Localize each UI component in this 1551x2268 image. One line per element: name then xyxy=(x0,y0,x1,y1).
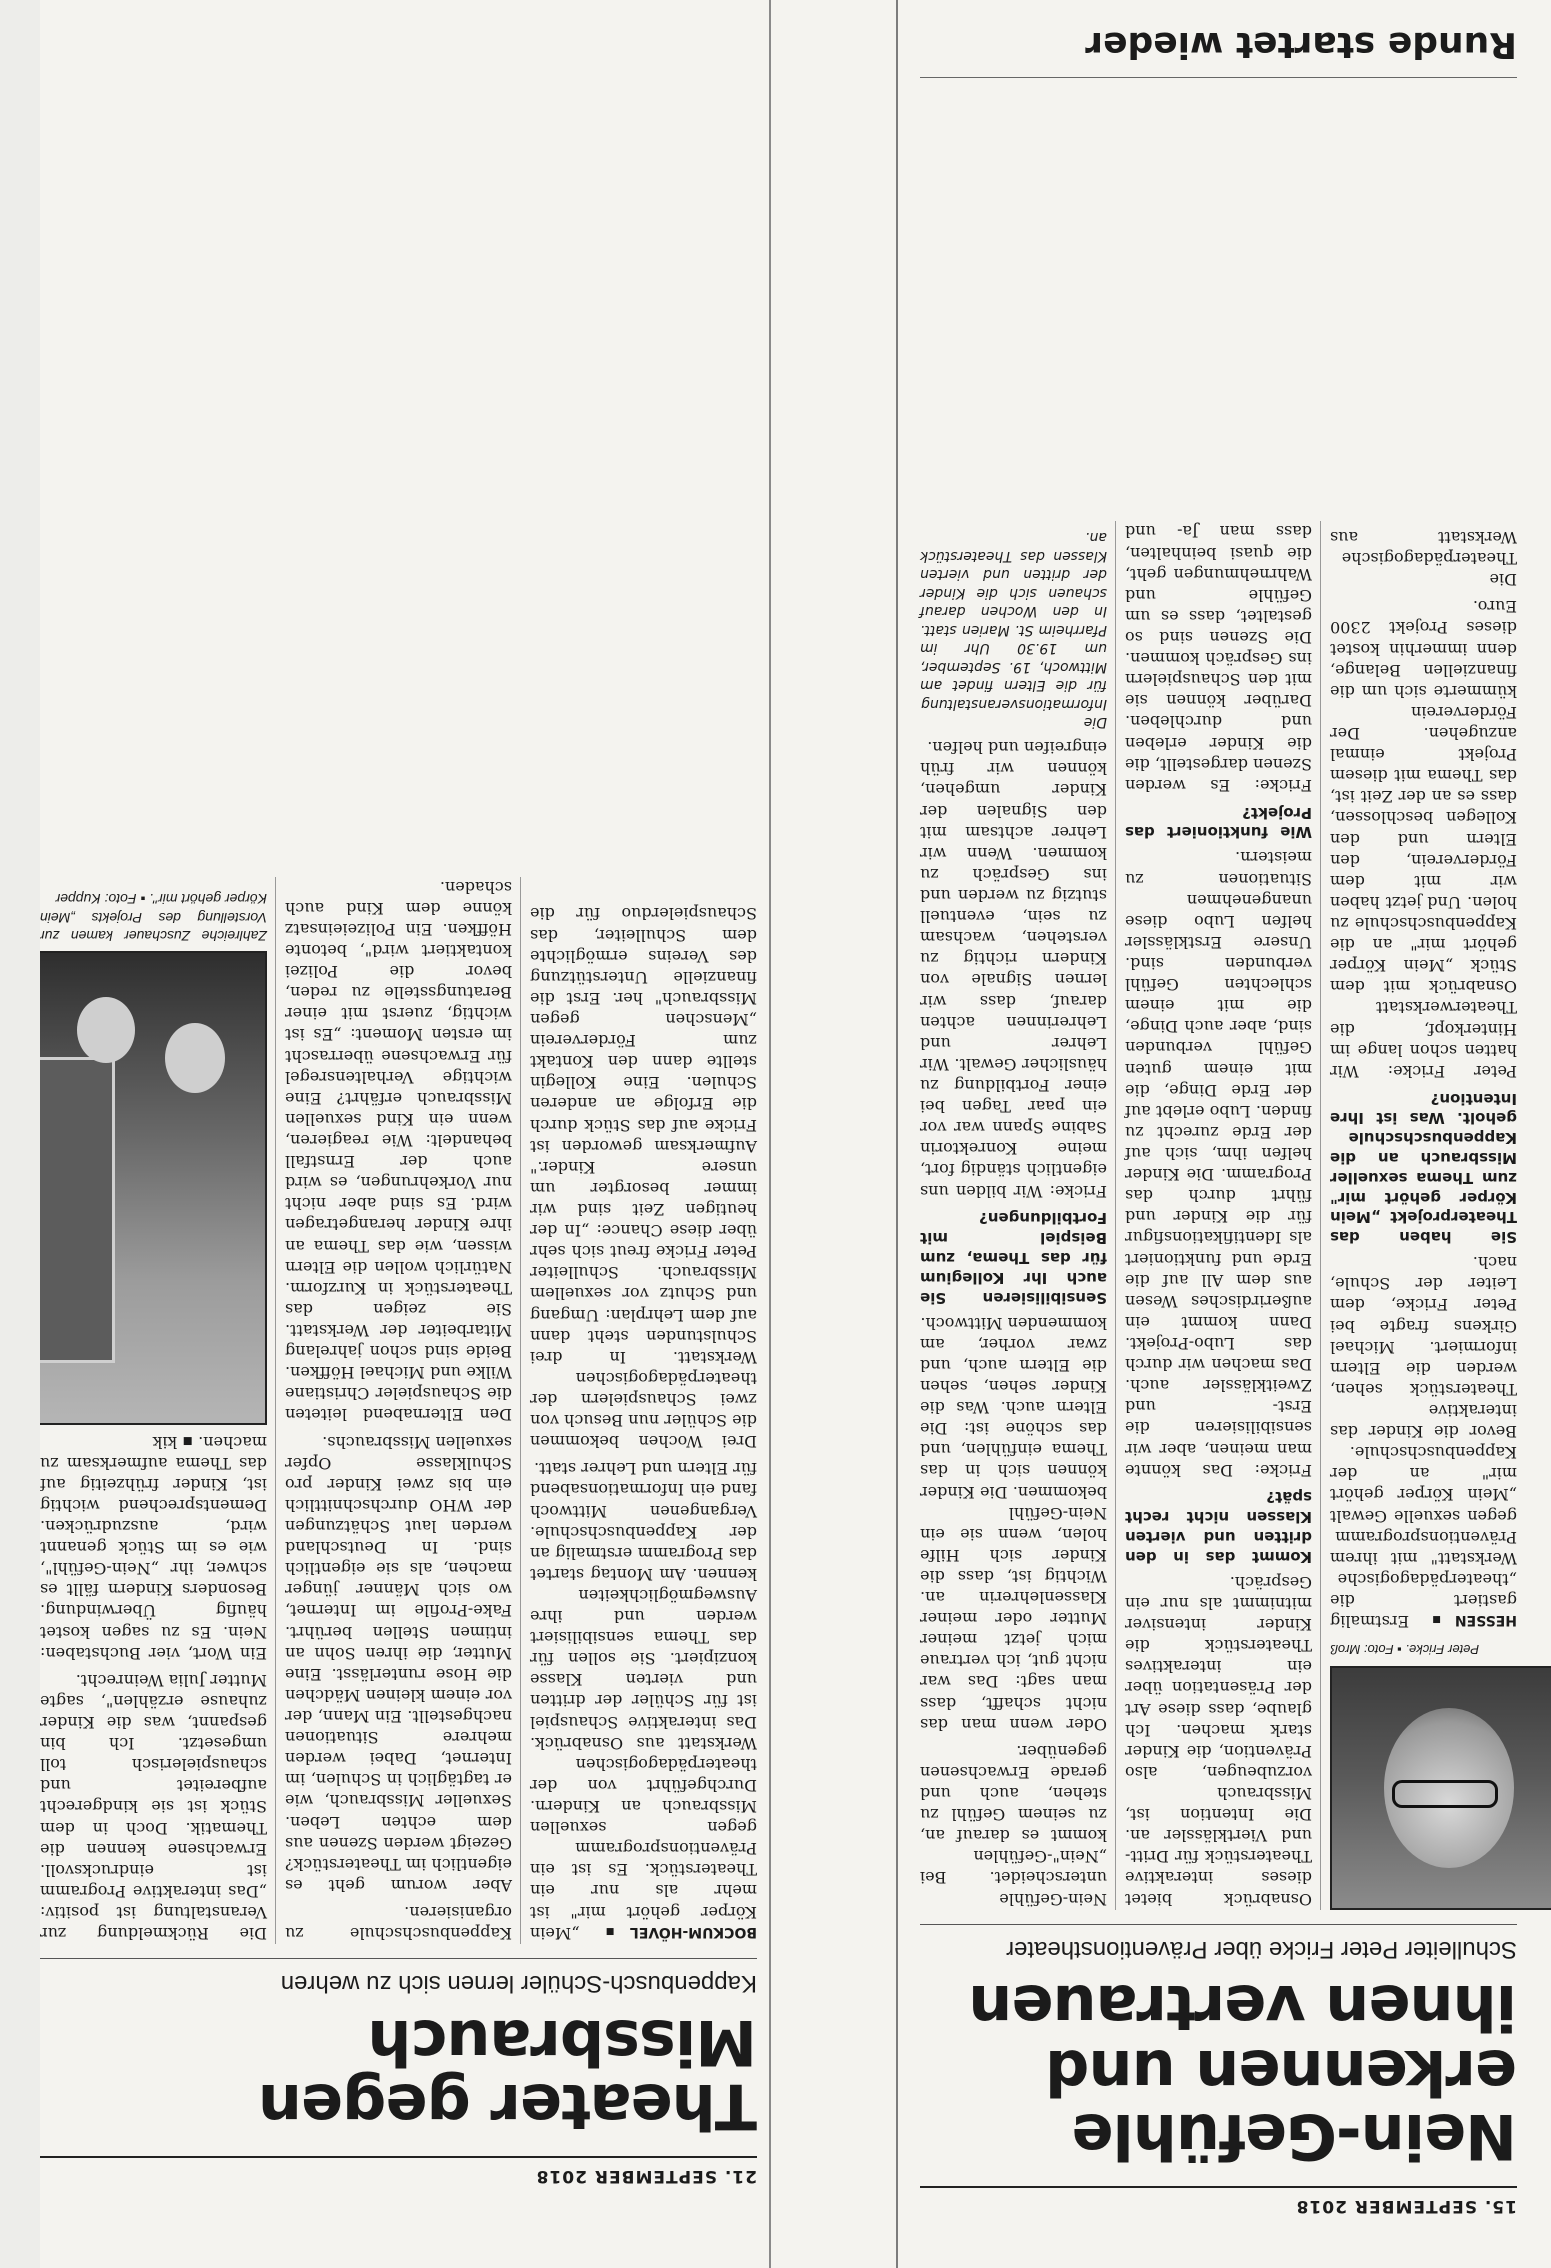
audience-head xyxy=(165,1023,225,1093)
photo-caption: Zahlreiche Zuschauer kamen zur Vorstellung des Projekts „Mein Körper gehört mir". ▪ Foto: Kupper xyxy=(40,891,267,945)
adjacent-page-edge xyxy=(0,0,40,2268)
paragraph-5: Die Rückmeldung zur Veranstaltung ist positiv: „Das interaktive Programm ist eindrucksvoll. Erwachsene kennen die Thematik. Doch in dem Stück ist sie kindgerecht aufbereitet und schauspielerisch toll umgesetzt. Ich bin gespannt, was die Kinder zuhause erzählen", sagte Mutter Julia Weinrecht. xyxy=(40,1670,267,1944)
paragraph-3: Aber worum geht es eigentlich im Theaterstück? Gezeigt werden Szenen aus dem echten Leben. Sexueller Missbrauch, wie er tagtäglich in Schulen, im Internet, Dabei werden mehrere Situationen nachgestellt. Ein Mann, der vor einem kleinen Mädchen die Hose runterlässt. Eine Mutter, die ihren Sohn an intimen Stellen berührt. Fake-Profile im Internet, wo sich Männer jünger machen, als sie eigentlich sind. In Deutschland werden laut Schätzungen der WHO durchschnittlich ein bis zwei Kinder pro Schulklasse Opfer sexuellen Missbrauchs. xyxy=(285,1432,512,1895)
paragraph-4: Den Elternabend leiteten die Schauspieler Christiane Wilke und Michael Höffken. Beide sind schon jahrelang Mitarbeiter der Werkstatt. Sie zeigen das Theaterstück in Kurzform. Natürlich wollen die Eltern wissen, wie das Thema an ihre Kinder herangetragen wird. Es sind aber nicht nur Vorkehrungen, es wird auch der Ernstfall behandelt: Wie reagieren, wenn ein Kind sexuellen Missbrauch erfährt? Eine wichtige Verhaltensregel für Erwachsene überrascht im ersten Moment: „Es ist wichtig, zuerst mit einer Beratungsstelle zu reden, bevor die Polizei kontaktiert wird", betonte Höffken. Ein Polizeieinsatz könne dem Kind auch schaden. xyxy=(285,877,512,1425)
next-article-headline: Runde startet wieder xyxy=(920,24,1517,78)
dateline: HESSEN ▪ xyxy=(1423,1612,1517,1629)
answer-1: Peter Fricke: Wir hatten schon lange im Hinterkopf, die Theaterwerkstatt Osnabrück mit dem Stück „Mein Körper gehört mir" an die Kappenbuschschule zu holen. Und jetzt haben wir mit dem Förderverein, den Eltern und den Kollegen beschlossen, dass es an der Zeit ist, das Thema mit diesem Projekt einmal anzugehen. Der Förderverein kümmerte sich um die finanziellen Belange, denn immerhin kostet dieses Projekt 2300 Euro. xyxy=(1330,597,1517,1081)
paragraph-2: Drei Wochen bekommen die Schüler nun Besuch von zwei Schauspielern der theaterpädagogischen Werkstatt. In drei Schulstunden steht dann auf dem Lehrplan: Umgang und Schutz vor sexuellem Missbrauch. Schulleiter Peter Fricke freut sich sehr über diese Chance: „In der heutigen Zeit sind wir immer besorgter um unsere Kinder." Aufmerksam geworden ist Fricke auf das Stück durch die Erfolge an anderen Schulen. Eine Kollegin stellte dann den Kontakt zum Förderverein „Menschen gegen Missbrauch" her. Erst die finanzielle Unterstützung des Vereins ermöglichte dem Schulleiter, das Schauspielerduo für die Kappenbuschschule zu organisieren. xyxy=(285,904,757,1944)
stage-shape xyxy=(36,1057,115,1363)
question-1: Sie haben das Theaterprojekt „Mein Körper gehört mir" zum Thema sexueller Missbrauch an die Kappenbuschschule geholt. Was ist Ihre Intention? xyxy=(1330,1089,1517,1247)
question-2: Kommt das in den dritten und vierten Klassen nicht recht spät? xyxy=(1125,1488,1312,1566)
page-date: 15. SEPTEMBER 2018 xyxy=(920,2186,1517,2216)
info-box: Die Informationsveranstaltung für die Eltern findet am Mittwoch, 19. September, um 19.30 Uhr im Pfarrheim St. Marien statt. In den Wochen darauf schauen sich die Kinder der dritten und vierten Klassen das Theaterstück an. xyxy=(920,529,1107,731)
answer-2: Fricke: Das könnte man meinen, aber wir sensibilisieren die Erst- und Zweitklässler auch. Das machen wir durch das Lubo-Projekt. Dann kommt ein außerirdisches Wesen aus dem All auf die Erde und funktioniert als Identifikationsfigur für die Kinder und führt durch das Programm. Die Kinder helfen ihm, sich auf der Erde zurecht zu finden. Lubo erlebt auf der Erde Dinge, die mit einem guten Gefühl verbunden sind, aber auch Dinge, die mit einem schlechten Gefühl verbunden sind. Unsere Erstklässler helfen Lubo diese unangenehmen Situationen zu meistern. xyxy=(1125,848,1312,1480)
question-4: Sensibilisieren Sie auch Ihr Kollegium für das Thema, zum Beispiel mit Fortbildungen? xyxy=(920,1209,1107,1307)
paragraph-6: Ein Wort, vier Buchstaben: Nein. Es zu sagen kostet häufig Überwindung. Besonders Kindern fällt es schwer, ihr „Nein-Gefühl", wie es im Stück genannt wird, auszudrücken. Dementsprechend wichtig ist, Kinder frühzeitig auf das Thema aufmerksam zu machen. ▪ kik xyxy=(40,1432,267,1663)
article-subheadline: Schulleiter Peter Fricke über Präventionstheater xyxy=(920,1924,1517,1963)
paragraph-1: „Mein Körper gehört mir" ist mehr als nur ein Theaterstück. Es ist ein Präventionsprogramm gegen sexuellen Missbrauch an Kindern. Durchgeführt von der theaterpädagogischen Werkstatt aus Osnabrück. Das interaktive Schauspiel ist für Schüler der dritten und vierten Klasse konzipiert. Sie sollen für das Thema sensibilisiert werden und ihre Auswegmöglichkeiten kennen. Am Montag startet das Programm erstmalig an der Kappenbuschschule. Vergangenen Mittwoch fand ein Informationsabend für Eltern und Lehrer statt. xyxy=(530,1459,757,1944)
audience-head xyxy=(77,997,135,1063)
right-newspaper-page xyxy=(0,0,771,2268)
article-subheadline: Kappenbusch-Schüler lernen sich zu wehren xyxy=(40,1958,757,1997)
photo-caption: Peter Fricke. ▪ Foto: Mroß xyxy=(1330,1641,1480,1657)
question-3: Wie funktioniert das Projekt? xyxy=(1125,803,1312,842)
audience-photo xyxy=(36,951,267,1425)
glasses-shape xyxy=(1392,1780,1498,1808)
portrait-photo xyxy=(1330,1666,1551,1910)
answer-3b: Oder wenn man das nicht schafft, dass man sagt: Das war nicht gut, ich vertraue mich jetzt meiner Mutter oder meiner Klassenlehrerin an. Wichtig ist, dass die Kinder sich Hilfe holen, wenn sie ein Nein-Gefühl bekommen. Die Kinder können sich in das Thema einfühlen, und das schöne ist: Die Eltern auch. Was die Kinder sehen, sehen die Eltern auch, und zwar vorher, am kommenden Mittwoch. xyxy=(920,1313,1107,1734)
article-headline: Theater gegen Missbrauch xyxy=(258,2005,757,2143)
page-date: 21. SEPTEMBER 2018 xyxy=(40,2156,757,2186)
article-body xyxy=(40,877,757,1944)
article-headline: Nein-Gefühle erkennen und ihnen vertrauen xyxy=(969,1971,1517,2173)
intro-text: Erstmalig gastiert die „theaterpädagogische Werkstatt" mit ihrem Präventionsprogramm gegen sexuelle Gewalt „Mein Körper gehört mir" an der Kappenbuschschule. Bevor die Kinder das interaktive Theaterstück sehen, werden die Eltern informiert. Michael Girkens fragte bei Peter Fricke, dem Leiter der Schule, nach. xyxy=(1330,1253,1517,1632)
article-body xyxy=(920,521,1517,1909)
answer-3: Fricke: Es werden Szenen dargestellt, die die Kinder erleben und durchleben. Darüber können sie mit den Schauspielern ins Gespräch kommen. Die Szenen sind so gestaltet, dass es um Gefühle und Wahrnehmungen geht, die quasi beinhalten, dass man Ja- und Nein-Gefühle unterscheidet. Bei „Nein"-Gefühlen kommt es darauf an, zu seinem Gefühl zu stehen, auch und gerade Erwachsenen gegenüber. xyxy=(920,522,1312,1909)
left-newspaper-page xyxy=(896,0,1551,2268)
dateline: BOCKUM-HÖVEL ▪ xyxy=(594,1924,757,1941)
answer-1b: Die Theaterpädagogische Werkstatt aus Osnabrück bietet dieses interaktive Theaterstück für Dritt- und Viertklässler an. Die Intention ist, Missbrauch vorzubeugen, also Prävention, die Kinder stark machen. Ich glaube, dass diese Art der Präsentation über ein interaktives Theaterstück die Kinder intensiver mitnimmt als nur ein Gespräch. xyxy=(1125,528,1517,1909)
answer-4: Fricke: Wir bilden uns eigentlich ständig fort, meine Konrektorin Sabine Spann war vor ein paar Tagen bei einer Fortbildung zu häuslicher Gewalt. Wir Lehrer und Lehrerinnen achten darauf, dass wir lernen Signale von Kindern richtig zu verstehen, wachsam zu sein, eventuell stutzig zu werden und ins Gespräch zu kommen. Wenn wir Lehrer achtsam mit den Signalen der Kinder umgehen, können wir früh eingreifen und helfen. xyxy=(920,738,1107,1201)
